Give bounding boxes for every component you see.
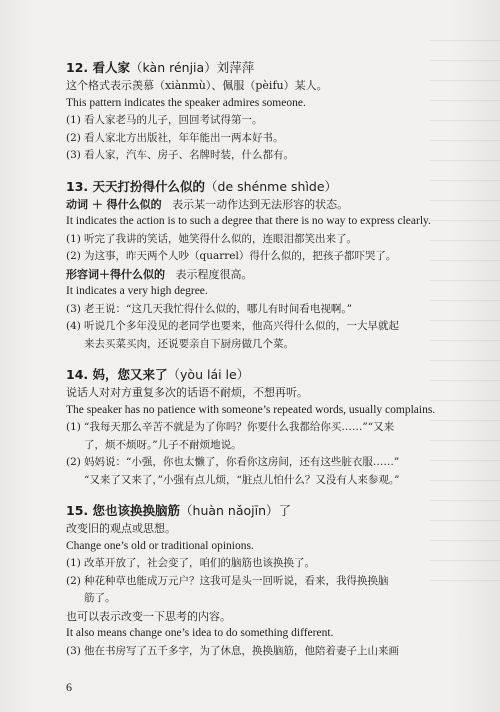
example <box>66 419 486 437</box>
example <box>66 454 486 472</box>
section-pinyin: （huàn nǎojīn） <box>180 503 279 518</box>
example <box>66 112 486 130</box>
example-text: 种花种草也能成万元户？这我可是头一回听说，看来，我得换换脑 <box>84 574 389 587</box>
section-12 <box>66 58 486 165</box>
example-label: (1) <box>66 232 81 245</box>
zh-description: 说话人对对方重复多次的话语不耐烦，不想再听。 <box>66 386 308 399</box>
example-continuation: 了，烦不烦呀。”儿子不耐烦地说。 <box>84 438 242 451</box>
example-text: 改革开放了，社会变了，咱们的脑筋也该换换了。 <box>84 557 315 569</box>
example-text: 看人家老马的儿子，回回考试得第一。 <box>84 114 263 126</box>
en-description: This pattern indicates the speaker admires someone. <box>66 96 306 109</box>
example <box>66 130 486 148</box>
example-label: (3) <box>66 644 81 657</box>
section-title-rest: 了 <box>278 503 292 518</box>
example-text: 看人家，汽车、房子、名牌时装，什么都有。 <box>84 149 294 161</box>
zh-description: 改变旧的观点或思想。 <box>66 522 176 535</box>
section-title: 看人家 <box>92 60 131 75</box>
example <box>66 643 486 661</box>
example <box>66 555 486 573</box>
example <box>66 318 486 336</box>
zh-description: 这个格式表示羡慕（xiànmù）、佩服（pèifu）某人。 <box>66 79 328 92</box>
example-text: 妈妈说：“小强，你也太懒了，你看你这房间，还有这些脏衣服……” <box>84 456 400 468</box>
zh-description: 也可以表示改变一下思考的内容。 <box>66 609 231 623</box>
section-number: 14. <box>66 367 89 382</box>
pattern-line <box>66 196 486 214</box>
example <box>66 147 486 165</box>
section-title: 妈，您又来了 <box>92 367 168 382</box>
example-label: (1) <box>66 421 81 433</box>
page-number: 6 <box>66 680 72 694</box>
section-title-rest: 刘萍萍 <box>216 60 255 75</box>
section-heading <box>66 501 486 520</box>
section-number: 12. <box>66 60 89 75</box>
example-continuation: 筋了。 <box>84 592 116 604</box>
example-text: 他在书房写了五千多字，为了休息，换换脑筋，他陪着妻子上山来画 <box>84 644 399 657</box>
example <box>66 573 486 591</box>
example-text: 为这事，昨天两个人吵（quarrel）得什么似的，把孩子都吓哭了。 <box>84 250 397 262</box>
section-pinyin: （yòu lái le） <box>167 367 250 382</box>
en-description: It indicates the action is to such a degree that there is no way to express clearly. <box>66 215 431 227</box>
section-number: 13. <box>66 178 89 194</box>
section-pinyin: （kàn rénjia） <box>130 60 217 75</box>
example-label: (2) <box>66 131 81 144</box>
en-description: It also means change one’s idea to do something different. <box>66 627 334 639</box>
example-label: (4) <box>66 320 81 332</box>
section-pinyin: （de shénme shìde） <box>205 178 338 194</box>
example-text: 听完了我讲的笑话，她笑得什么似的，连眼泪都笑出来了。 <box>84 232 357 245</box>
example-text: “我每天那么辛苦不就是为了你吗？你要什么我都给你买……”“又来 <box>84 421 395 433</box>
example-continuation: “又来了又来了，”小强有点儿烦，“脏点儿怕什么？又没有人来参观。” <box>84 473 400 486</box>
example-continuation: 来去买菜买肉，还说要亲自下厨房做几个菜。 <box>84 337 294 350</box>
example <box>66 248 486 266</box>
en-description: Change one’s old or traditional opinions. <box>66 539 254 552</box>
example-label: (2) <box>66 250 81 262</box>
example-label: (3) <box>66 149 81 161</box>
section-title: 天天打扮得什么似的 <box>92 178 206 194</box>
example <box>66 301 486 319</box>
example-label: (3) <box>66 302 81 315</box>
pattern-description: 表示程度很高。 <box>175 267 253 281</box>
pattern: 动词 ＋ 得什么似的 <box>66 197 162 211</box>
example <box>66 231 486 249</box>
pattern-line <box>66 266 486 284</box>
section-14 <box>66 365 486 489</box>
section-13 <box>66 177 486 354</box>
en-description: It indicates a very high degree. <box>66 285 208 297</box>
example-text: 老王说：“这几天我忙得什么似的，哪儿有时间看电视啊。” <box>84 302 352 315</box>
example-text: 听说几个多年没见的老同学也要来，他高兴得什么似的，一大早就起 <box>84 320 399 332</box>
example-text: 看人家北方出版社，年年能出一两本好书。 <box>84 131 284 144</box>
example-label: (2) <box>66 574 81 587</box>
example-label: (1) <box>66 557 81 569</box>
section-heading <box>66 177 486 196</box>
section-number: 15. <box>66 503 89 518</box>
section-heading <box>66 58 486 77</box>
example-label: (1) <box>66 114 81 126</box>
pattern: 形容词＋得什么似的 <box>66 267 165 281</box>
pattern-description: 表示某一动作达到无法形容的状态。 <box>172 197 349 211</box>
section-15 <box>66 501 486 660</box>
section-heading <box>66 365 486 384</box>
en-description: The speaker has no patience with someone’s repeated words, usually complains. <box>66 403 436 416</box>
content <box>66 58 486 672</box>
example-label: (2) <box>66 456 81 468</box>
section-title: 您也该换换脑筋 <box>92 503 181 518</box>
